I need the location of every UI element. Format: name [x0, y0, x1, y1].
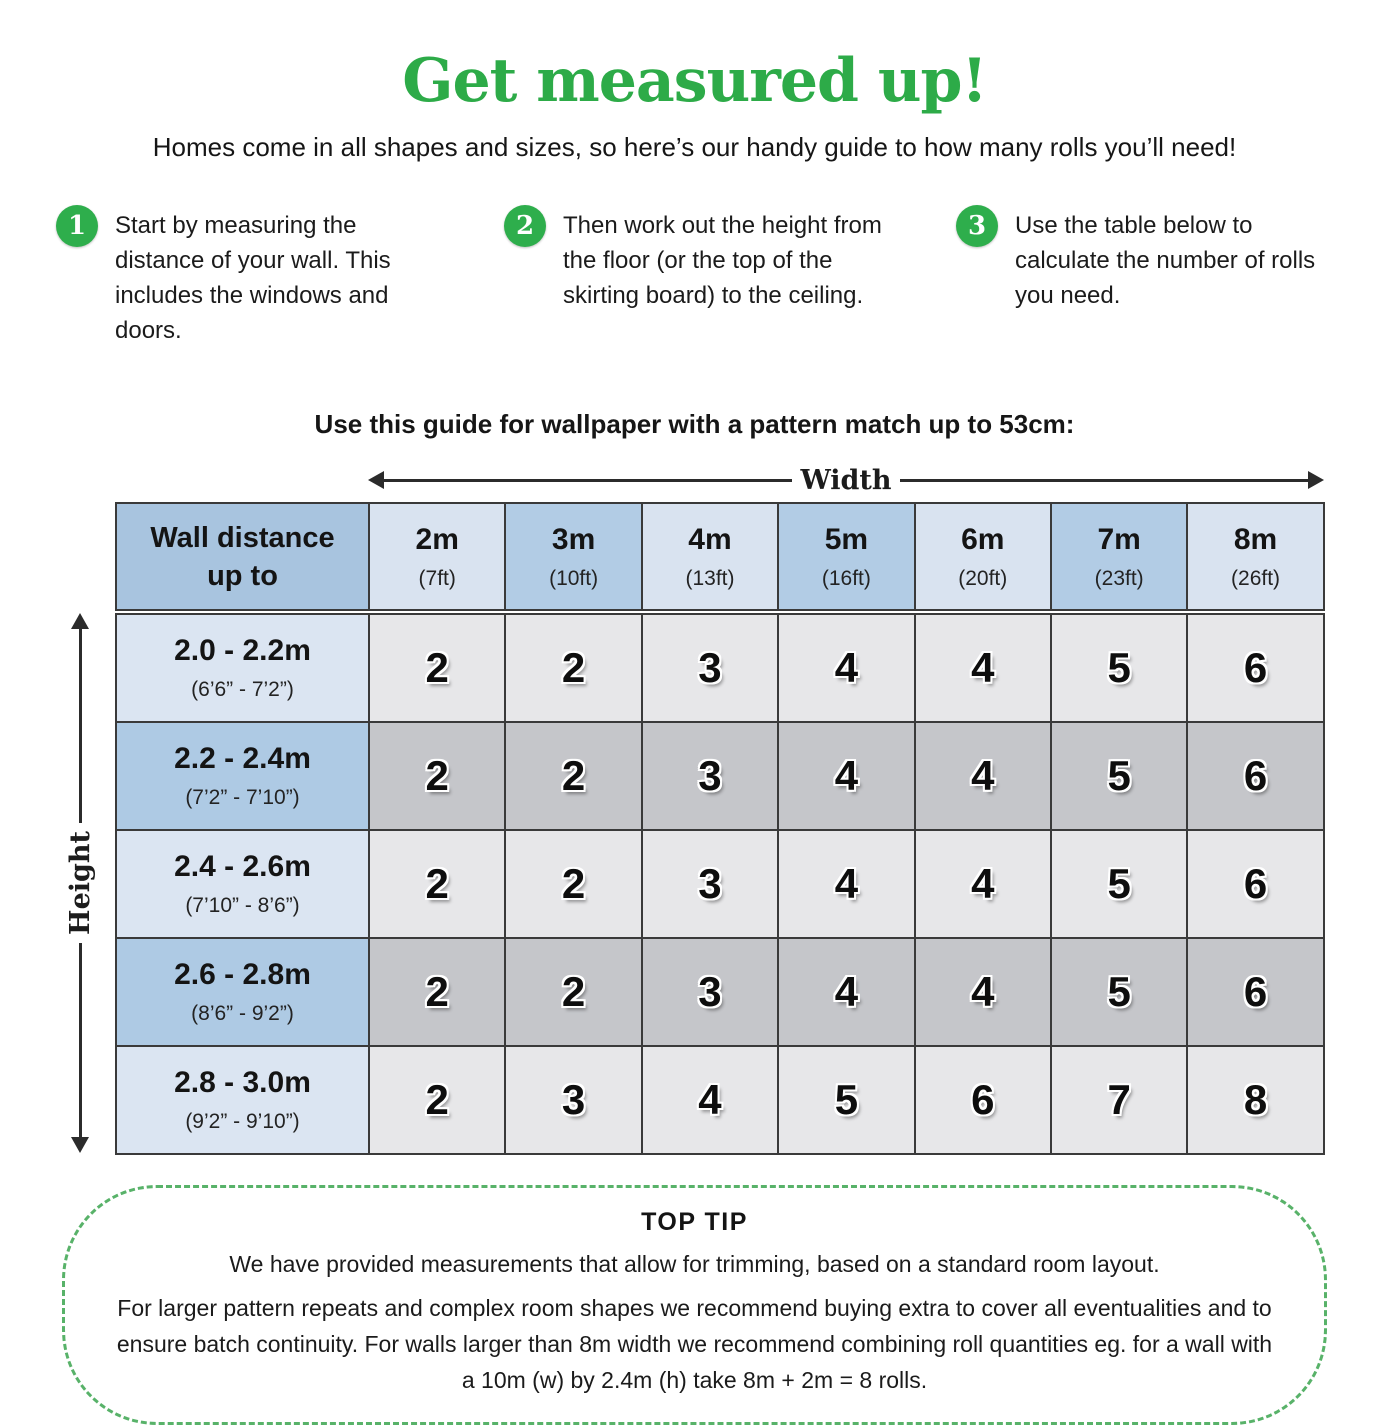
arrowhead-right-icon — [1308, 471, 1324, 489]
table-cell: 3 — [642, 614, 778, 722]
height-axis-arrow — [61, 613, 99, 1153]
table-cell: 3 — [642, 722, 778, 830]
row-feet: (7’2” - 7’10”) — [185, 786, 300, 809]
column-header-m: 8m — [1233, 522, 1278, 556]
row-feet: (9’2” - 9’10”) — [185, 1110, 300, 1133]
width-axis-arrow — [368, 464, 1324, 496]
table-cell: 4 — [778, 614, 914, 722]
corner-header-text: Wall distance up to — [150, 521, 335, 592]
column-header-8m — [1187, 503, 1323, 610]
arrow-shaft — [384, 479, 792, 482]
column-header-m: 4m — [688, 522, 732, 556]
row-range: 2.2 - 2.4m — [174, 742, 311, 775]
top-tip-line1: We have provided measurements that allow for trimming, based on a standard room layout. — [229, 1251, 1160, 1277]
table-cell: 6 — [1187, 938, 1323, 1046]
step-3-number-badge: 3 — [956, 205, 998, 247]
table-cell: 5 — [1051, 614, 1187, 722]
arrow-shaft — [79, 943, 82, 1137]
table-cell: 4 — [915, 614, 1051, 722]
page-title: Get measured up! — [402, 46, 987, 116]
column-header-4m — [642, 503, 778, 610]
column-header-m: 6m — [961, 522, 1005, 556]
column-header-6m — [915, 503, 1051, 610]
step-1-number-badge: 1 — [56, 205, 98, 247]
column-header-ft: (20ft) — [958, 566, 1008, 590]
page-subtitle: Homes come in all shapes and sizes, so here’s our handy guide to how many rolls you’ll need! — [152, 132, 1237, 162]
column-header-ft: (13ft) — [685, 566, 735, 590]
rolls-table — [115, 502, 1325, 1155]
arrowhead-up-icon — [71, 613, 89, 629]
row-feet: (8’6” - 9’2”) — [191, 1002, 294, 1025]
column-header-m: 3m — [551, 522, 596, 556]
table-cell: 6 — [1187, 722, 1323, 830]
table-row — [116, 938, 1324, 1046]
step-2-text: Then work out the height from the floor (or the top of the skirting board) to the ceiling. — [563, 212, 882, 309]
table-cell: 2 — [505, 722, 641, 830]
table-cell: 4 — [778, 938, 914, 1046]
table-row — [116, 1046, 1324, 1154]
table-caption: Use this guide for wallpaper with a pattern match up to 53cm: — [314, 409, 1075, 439]
row-range: 2.4 - 2.6m — [174, 850, 311, 883]
table-cell: 3 — [642, 938, 778, 1046]
row-header-cell — [116, 830, 369, 938]
table-cell: 7 — [1051, 1046, 1187, 1154]
arrow-shaft — [79, 629, 82, 823]
row-feet: (7’10” - 8’6”) — [185, 894, 300, 917]
arrow-shaft — [900, 479, 1308, 482]
top-tip-heading: TOP TIP — [641, 1208, 748, 1236]
step-1 — [56, 205, 504, 357]
table-cell: 2 — [369, 722, 505, 830]
table-cell: 4 — [778, 722, 914, 830]
table-cell: 4 — [642, 1046, 778, 1154]
steps-row — [56, 205, 1333, 357]
table-row — [116, 614, 1324, 722]
column-header-ft: (23ft) — [1094, 566, 1144, 590]
table-cell: 2 — [369, 1046, 505, 1154]
row-range: 2.0 - 2.2m — [174, 634, 311, 667]
table-cell: 4 — [915, 830, 1051, 938]
step-3-text: Use the table below to calculate the number of rolls you need. — [1015, 212, 1316, 309]
column-header-ft: (26ft) — [1231, 566, 1281, 590]
column-header-m: 7m — [1097, 522, 1141, 556]
top-tip-box — [62, 1185, 1327, 1425]
row-header-cell — [116, 938, 369, 1046]
table-cell: 2 — [369, 830, 505, 938]
table-cell: 2 — [369, 938, 505, 1046]
step-1-text: Start by measuring the distance of your wall. This includes the windows and doors. — [115, 212, 391, 344]
table-cell: 6 — [1187, 614, 1323, 722]
column-header-ft: (10ft) — [549, 566, 599, 590]
table-header-row — [116, 503, 1324, 610]
row-range: 2.8 - 3.0m — [174, 1066, 311, 1099]
arrowhead-down-icon — [71, 1137, 89, 1153]
table-cell: 2 — [505, 830, 641, 938]
row-range: 2.6 - 2.8m — [174, 958, 311, 991]
column-header-m: 5m — [824, 522, 869, 556]
table-cell: 2 — [505, 614, 641, 722]
column-header-m: 2m — [415, 522, 459, 556]
row-feet: (6’6” - 7’2”) — [191, 678, 294, 701]
table-area — [64, 502, 1323, 1155]
table-row — [116, 722, 1324, 830]
table-cell: 3 — [642, 830, 778, 938]
column-header-ft: (16ft) — [821, 566, 871, 590]
table-cell: 5 — [1051, 722, 1187, 830]
column-header-7m — [1051, 503, 1187, 610]
table-cell: 4 — [915, 938, 1051, 1046]
column-header-3m — [505, 503, 641, 610]
step-2 — [504, 205, 956, 357]
row-header-cell — [116, 1046, 369, 1154]
width-axis-label: Width — [800, 464, 892, 496]
row-header-cell — [116, 722, 369, 830]
step-2-number-badge: 2 — [504, 205, 546, 247]
table-cell: 2 — [505, 938, 641, 1046]
arrowhead-left-icon — [368, 471, 384, 489]
table-cell: 3 — [505, 1046, 641, 1154]
table-cell: 6 — [1187, 830, 1323, 938]
table-cell: 2 — [369, 614, 505, 722]
table-cell: 8 — [1187, 1046, 1323, 1154]
column-header-ft: (7ft) — [418, 566, 456, 590]
table-cell: 5 — [1051, 938, 1187, 1046]
column-header-2m — [369, 503, 505, 610]
table-cell: 5 — [778, 1046, 914, 1154]
height-axis-label: Height — [64, 831, 96, 935]
column-header-5m — [778, 503, 914, 610]
row-header-cell — [116, 614, 369, 722]
table-cell: 5 — [1051, 830, 1187, 938]
table-row — [116, 830, 1324, 938]
table-cell: 6 — [915, 1046, 1051, 1154]
table-cell: 4 — [915, 722, 1051, 830]
step-3 — [956, 205, 1333, 357]
table-cell: 4 — [778, 830, 914, 938]
top-tip-line2: For larger pattern repeats and complex room shapes we recommend buying extra to cover all eventualities and to ensure batch continuity. For walls larger than 8m width we recommend combining roll quantities eg. for a wall with a 10m (w) by 2.4m (h) take 8m + 2m = 8 rolls. — [116, 1295, 1273, 1393]
corner-header-cell — [116, 503, 369, 610]
